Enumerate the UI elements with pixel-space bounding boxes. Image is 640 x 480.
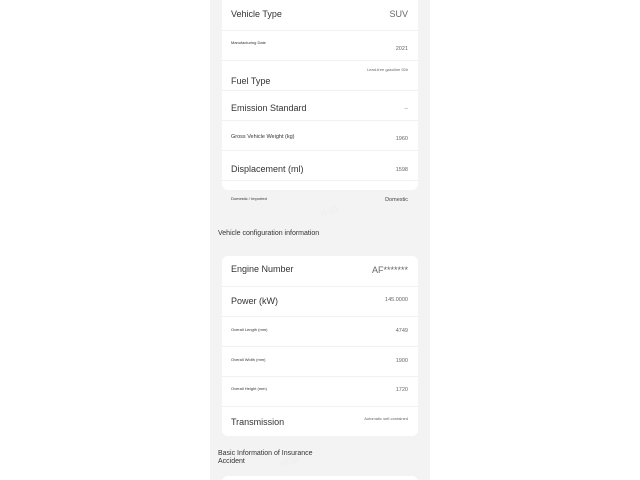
config-section-title: Vehicle configuration information	[218, 230, 320, 237]
domestic-imported-label: Domestic / Imported	[231, 196, 267, 201]
engine-number-row	[222, 256, 418, 287]
power-value: 145.0000	[385, 297, 408, 303]
overall-length-label: Overall Length (mm)	[231, 327, 268, 332]
displacement-row	[222, 150, 418, 181]
overall-length-row	[222, 316, 418, 347]
displacement-value: 1598	[395, 167, 408, 173]
overall-height-value: 1720	[395, 387, 408, 393]
domestic-imported-row	[222, 180, 418, 190]
fuel-type-value: Lead-free gasoline 92#	[367, 67, 408, 72]
watermark: 中国	[319, 204, 340, 220]
domestic-imported-value: Domestic	[385, 197, 408, 203]
fuel-type-row	[222, 60, 418, 91]
overall-length-value: 4749	[395, 328, 408, 334]
power-label: Power (kW)	[231, 296, 278, 306]
manufacturing-date-value: 2021	[395, 46, 408, 52]
manufacturing-date-row	[222, 30, 418, 61]
transmission-row	[222, 406, 418, 436]
vehicle-info-card	[222, 0, 418, 190]
vehicle-type-label: Vehicle Type	[231, 9, 282, 19]
transmission-value: Automatic self-contained	[364, 416, 408, 421]
vehicle-type-row	[222, 0, 418, 31]
emission-standard-value: --	[404, 106, 408, 112]
gross-weight-value: 1960	[395, 136, 408, 142]
watermark: 中国	[279, 454, 300, 470]
power-row	[222, 286, 418, 317]
overall-width-label: Overall Width (mm)	[231, 357, 266, 362]
insurance-section-title: Basic Information of Insurance Accident	[218, 450, 313, 465]
gross-weight-row	[222, 120, 418, 151]
gross-weight-label: Gross Vehicle Weight (kg)	[231, 134, 295, 140]
overall-width-row	[222, 346, 418, 377]
engine-number-value: AF*******	[371, 265, 408, 275]
overall-width-value: 1900	[395, 358, 408, 364]
overall-height-label: Overall Height (mm)	[231, 386, 267, 391]
engine-number-label: Engine Number	[231, 264, 294, 274]
transmission-label: Transmission	[231, 417, 285, 427]
vehicle-config-card	[222, 256, 418, 436]
displacement-label: Displacement (ml)	[231, 164, 304, 174]
insurance-card	[222, 476, 418, 480]
emission-standard-row	[222, 90, 418, 121]
fuel-type-label: Fuel Type	[231, 76, 271, 86]
emission-standard-label: Emission Standard	[231, 103, 307, 113]
manufacturing-date-label: Manufacturing Date	[231, 40, 266, 45]
overall-height-row	[222, 376, 418, 407]
vehicle-type-value: SUV	[389, 9, 408, 19]
screen	[210, 0, 430, 480]
